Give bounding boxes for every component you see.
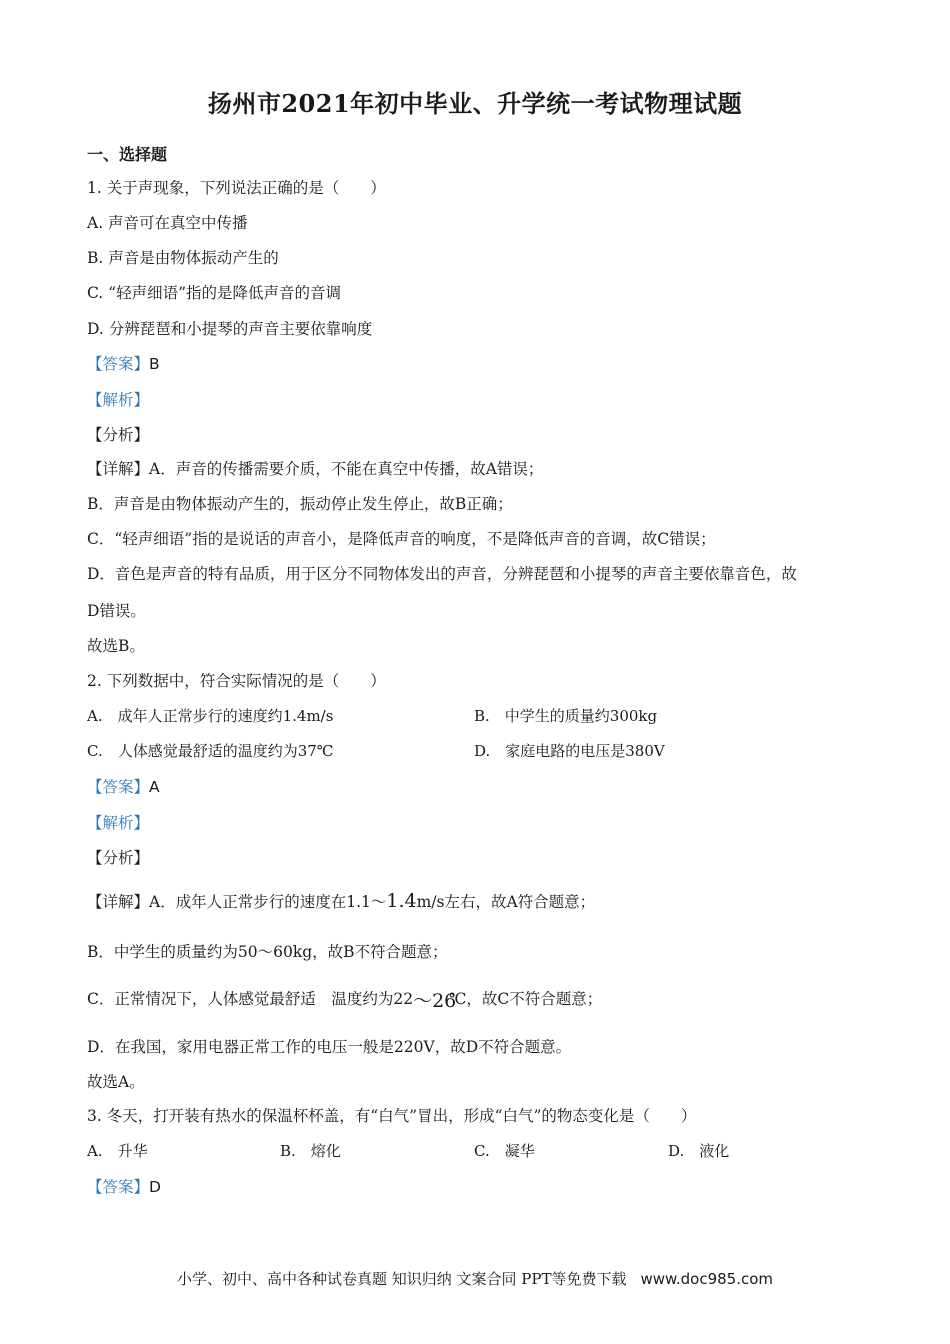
question-1-detail-a [87, 457, 543, 479]
question-3-answer [87, 1175, 161, 1197]
page-footer [0, 1268, 950, 1289]
detail-tag: 【详解】 [87, 893, 150, 911]
detail-text-post: ℃，故C不符合题意； [449, 990, 603, 1008]
question-2-answer [87, 775, 160, 797]
detail-text-post: m/s左右，故A符合题意； [416, 893, 596, 911]
question-1-detail-b: B．声音是由物体振动产生的，振动停止发生停止，故B正确； [87, 495, 513, 513]
question-2-detail-a [87, 890, 595, 912]
question-3-option-a: A. 升华 [87, 1142, 148, 1160]
question-2-detail-c [87, 987, 603, 1012]
answer-value: B [149, 355, 160, 373]
question-2-fenxi-tag: 【分析】 [87, 849, 150, 867]
answer-value: D [149, 1178, 161, 1196]
section-heading: 一、选择题 [87, 145, 168, 164]
question-1-fenxi-tag: 【分析】 [87, 426, 150, 444]
question-1-option-b: B. 声音是由物体振动产生的 [87, 249, 279, 267]
question-2-option-d: D. 家庭电路的电压是380V [474, 742, 665, 760]
question-1-analysis-tag: 【解析】 [87, 391, 150, 409]
question-1-choose: 故选B。 [87, 637, 145, 655]
question-1-option-a: A. 声音可在真空中传播 [87, 214, 248, 232]
detail-text-pre: A．成年人正常步行的速度在1.1～ [149, 893, 387, 911]
question-1-answer [87, 352, 160, 374]
question-1-detail-d: D．音色是声音的特有品质，用于区分不同物体发出的声音，分辨琵琶和小提琴的声音主要依靠音色，故 [87, 565, 797, 583]
detail-sup: ～26 [413, 990, 457, 1012]
answer-tag: 【答案】 [87, 1178, 150, 1196]
footer-text: 小学、初中、高中各种试卷真题 知识归纳 文案合同 PPT等免费下载 [176, 1270, 627, 1288]
answer-tag: 【答案】 [87, 778, 150, 796]
answer-tag: 【答案】 [87, 355, 150, 373]
answer-value: A [149, 778, 160, 796]
question-3-option-d: D. 液化 [668, 1142, 730, 1160]
detail-text-pre: C．正常情况下，人体感觉最舒适 温度约为22 [87, 990, 414, 1008]
question-2-option-b: B. 中学生的质量约300kg [474, 707, 658, 725]
question-2-detail-b: B．中学生的质量约为50～60kg，故B不符合题意； [87, 943, 448, 961]
page-title: 扬州市2021年初中毕业、升学统一考试物理试题 [207, 89, 743, 118]
question-3-option-b: B. 熔化 [280, 1142, 341, 1160]
question-2-stem: 2. 下列数据中，符合实际情况的是（ ） [87, 672, 386, 690]
question-2-analysis-tag: 【解析】 [87, 814, 150, 832]
question-2-option-c: C. 人体感觉最舒适的温度约为37℃ [87, 742, 334, 760]
question-1-option-d: D. 分辨琵琶和小提琴的声音主要依靠响度 [87, 320, 373, 338]
question-3-stem: 3. 冬天，打开装有热水的保温杯杯盖，有“白气”冒出，形成“白气”的物态变化是（ ） [87, 1107, 697, 1125]
question-2-choose: 故选A。 [87, 1073, 145, 1091]
question-3-option-c: C. 凝华 [474, 1142, 535, 1160]
question-2-option-a: A. 成年人正常步行的速度约1.4m/s [87, 707, 334, 725]
footer-link[interactable]: www.doc985.com [640, 1270, 774, 1288]
question-1-option-c: C. “轻声细语”指的是降低声音的音调 [87, 284, 342, 302]
question-1-detail-d-cont: D错误。 [87, 602, 146, 620]
detail-text: A．声音的传播需要介质，不能在真空中传播，故A错误； [149, 460, 544, 478]
detail-tag: 【详解】 [87, 460, 150, 478]
question-1-detail-c: C．“轻声细语”指的是说话的声音小，是降低声音的响度，不是降低声音的音调，故C错误； [87, 530, 716, 548]
detail-number: 1.4 [386, 890, 417, 912]
question-1-stem: 1. 关于声现象，下列说法正确的是（ ） [87, 179, 386, 197]
question-2-detail-d: D．在我国，家用电器正常工作的电压一般是220V，故D不符合题意。 [87, 1038, 572, 1056]
